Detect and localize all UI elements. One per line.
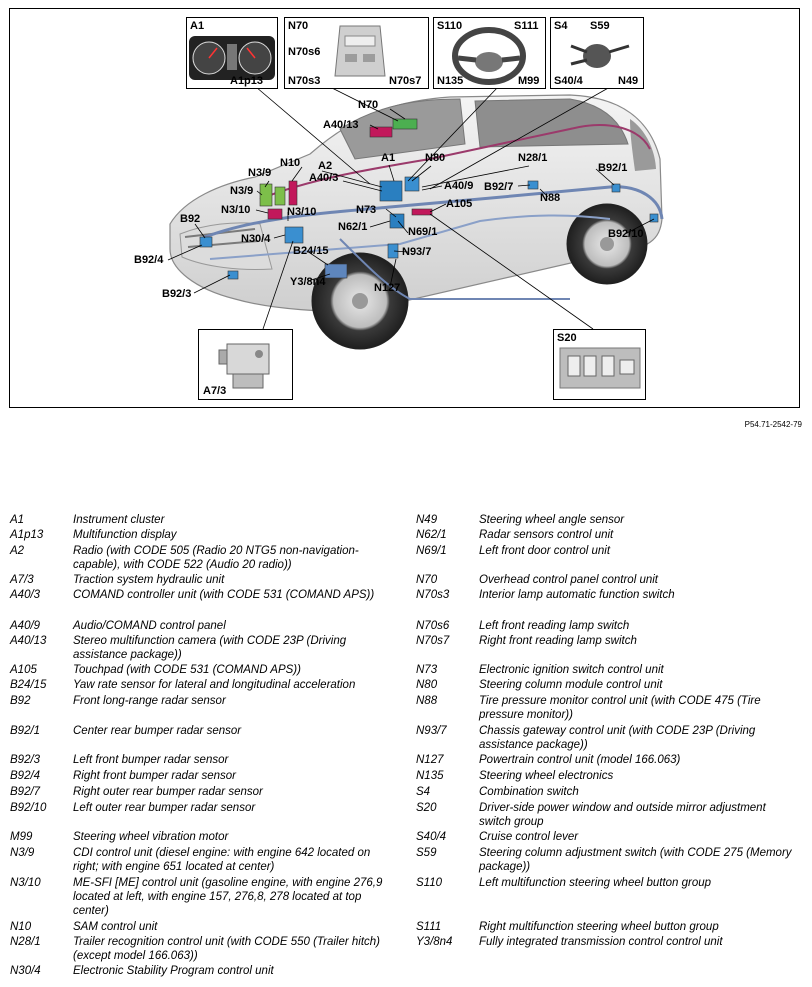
legend-code: N49 bbox=[416, 514, 438, 526]
legend-description: Tire pressure monitor control unit (with CODE 475 (Tire pressure monitor)) bbox=[479, 695, 761, 721]
legend-code: S59 bbox=[416, 847, 437, 859]
legend-code: B92/4 bbox=[10, 770, 41, 782]
legend-description: Electronic Stability Program control unit bbox=[73, 965, 274, 977]
inset-steering-column bbox=[550, 17, 644, 89]
callout-label: B92/3 bbox=[162, 288, 192, 300]
inset-instrument-cluster bbox=[186, 17, 278, 89]
legend-code: N88 bbox=[416, 695, 438, 707]
callout-label: N88 bbox=[540, 192, 561, 204]
component-location-diagram bbox=[9, 8, 800, 408]
legend-description: Left front bumper radar sensor bbox=[73, 754, 229, 766]
legend-description: Center rear bumper radar sensor bbox=[73, 725, 242, 737]
callout-label: A40/9 bbox=[444, 180, 474, 192]
legend-description: Front long-range radar sensor bbox=[73, 695, 226, 707]
legend-code: A40/13 bbox=[10, 635, 47, 647]
inset-label: M99 bbox=[518, 75, 540, 87]
legend-description: Powertrain control unit (model 166.063) bbox=[479, 754, 681, 766]
legend-code: A40/9 bbox=[10, 620, 41, 632]
inset-label: A7/3 bbox=[203, 385, 227, 397]
callout-label: B24/15 bbox=[293, 245, 329, 257]
legend-code: N93/7 bbox=[416, 725, 447, 737]
callout-label: N3/9 bbox=[248, 167, 272, 179]
legend-code: N127 bbox=[416, 754, 444, 766]
callout-label: N10 bbox=[280, 157, 301, 169]
legend-description: Stereo multifunction camera (with CODE 23P (Driving assistance package)) bbox=[73, 635, 347, 661]
legend-description: Radio (with CODE 505 (Radio 20 NTG5 non-navigation-capable), with CODE 522 (Audio 20 radio)) bbox=[73, 545, 359, 571]
legend-code: N80 bbox=[416, 679, 438, 691]
legend-code: N3/9 bbox=[10, 847, 35, 859]
legend-description: Steering column adjustment switch (with CODE 275 (Memory package)) bbox=[479, 847, 792, 873]
inset-label: S20 bbox=[557, 332, 577, 344]
inset-label: N49 bbox=[618, 75, 639, 87]
legend-description: SAM control unit bbox=[73, 921, 158, 933]
legend-description: Cruise control lever bbox=[479, 831, 579, 843]
legend-description: CDI control unit (diesel engine: with engine 642 located on right; with engine 651 located at center) bbox=[73, 847, 371, 873]
legend-description: Left front reading lamp switch bbox=[479, 620, 630, 632]
legend-code: B92 bbox=[10, 695, 31, 707]
legend-code: B92/1 bbox=[10, 725, 41, 737]
inset-label: A1p13 bbox=[230, 75, 264, 87]
callout-label: A2 bbox=[318, 160, 333, 172]
legend-code: A2 bbox=[10, 545, 25, 557]
legend-code: N70s6 bbox=[416, 620, 450, 632]
legend-description: Trailer recognition control unit (with CODE 550 (Trailer hitch) (except model 166.063)) bbox=[73, 936, 380, 962]
legend-code: B92/7 bbox=[10, 786, 41, 798]
inset-label: N70s6 bbox=[288, 46, 321, 58]
inset-label: S4 bbox=[554, 20, 568, 32]
legend-code: A40/3 bbox=[10, 589, 41, 601]
legend-description: Touchpad (with CODE 531 (COMAND APS)) bbox=[73, 664, 301, 676]
legend-code: S40/4 bbox=[416, 831, 447, 843]
figure-reference: P54.71-2542-79 bbox=[744, 420, 802, 429]
inset-label: N135 bbox=[437, 75, 464, 87]
inset-label: A1 bbox=[190, 20, 205, 32]
legend-description: COMAND controller unit (with CODE 531 (COMAND APS)) bbox=[73, 589, 375, 601]
legend-description: Radar sensors control unit bbox=[479, 529, 614, 541]
legend-description: Interior lamp automatic function switch bbox=[479, 589, 675, 601]
inset-hydraulic-unit bbox=[198, 329, 293, 400]
callout-label: N30/4 bbox=[241, 233, 271, 245]
inset-label: S59 bbox=[590, 20, 610, 32]
legend-description: Right front bumper radar sensor bbox=[73, 770, 236, 782]
legend-description: Steering wheel angle sensor bbox=[479, 514, 625, 526]
callout-label: N93/7 bbox=[402, 246, 432, 258]
inset-label: N70 bbox=[288, 20, 309, 32]
legend-description: Driver-side power window and outside mirror adjustment switch group bbox=[479, 802, 766, 828]
legend-description: Chassis gateway control unit (with CODE 23P (Driving assistance package)) bbox=[479, 725, 756, 751]
callout-label: N73 bbox=[356, 204, 377, 216]
legend-code: S110 bbox=[416, 877, 443, 889]
legend-description: Overhead control panel control unit bbox=[479, 574, 658, 586]
inset-overhead-panel bbox=[284, 17, 429, 89]
legend-code: A1 bbox=[10, 514, 25, 526]
callout-label: B92/4 bbox=[134, 254, 164, 266]
callout-label: N127 bbox=[374, 282, 401, 294]
legend-code: N70 bbox=[416, 574, 438, 586]
legend-code: B92/10 bbox=[10, 802, 47, 814]
legend-code: A1p13 bbox=[10, 529, 44, 541]
legend-code: S111 bbox=[416, 921, 442, 933]
legend-description: Audio/COMAND control panel bbox=[73, 620, 226, 632]
callout-label: B92/10 bbox=[608, 228, 644, 240]
legend-description: Right outer rear bumper radar sensor bbox=[73, 786, 263, 798]
legend-code: Y3/8n4 bbox=[416, 936, 453, 948]
legend-description: Steering wheel electronics bbox=[479, 770, 614, 782]
callout-label: N69/1 bbox=[408, 226, 438, 238]
legend-description: Right multifunction steering wheel button group bbox=[479, 921, 719, 933]
legend-code: N73 bbox=[416, 664, 438, 676]
callout-label: B92/1 bbox=[598, 162, 628, 174]
legend-code: A105 bbox=[10, 664, 37, 676]
inset-label: N70s7 bbox=[389, 75, 422, 87]
inset-label: S40/4 bbox=[554, 75, 583, 87]
legend-code: S20 bbox=[416, 802, 437, 814]
legend-code: N69/1 bbox=[416, 545, 447, 557]
legend-code: N28/1 bbox=[10, 936, 41, 948]
legend-code: A7/3 bbox=[10, 574, 34, 586]
legend-code: N70s7 bbox=[416, 635, 450, 647]
callout-label: A40/3 bbox=[309, 172, 339, 184]
legend-code: N30/4 bbox=[10, 965, 41, 977]
legend-code: B24/15 bbox=[10, 679, 47, 691]
callout-label: N3/10 bbox=[287, 206, 317, 218]
legend-description: Instrument cluster bbox=[73, 514, 165, 526]
callout-label: A40/13 bbox=[323, 119, 359, 131]
callout-label: N3/10 bbox=[221, 204, 251, 216]
inset-window-switch bbox=[553, 329, 646, 400]
callout-label: Y3/8n4 bbox=[290, 276, 326, 288]
callout-label: A105 bbox=[446, 198, 473, 210]
legend-code: S4 bbox=[416, 786, 431, 798]
legend-code: N3/10 bbox=[10, 877, 41, 889]
legend-code: N62/1 bbox=[416, 529, 447, 541]
legend-description: Multifunction display bbox=[73, 529, 177, 541]
callout-label: N28/1 bbox=[518, 152, 548, 164]
legend-description: Fully integrated transmission control control unit bbox=[479, 936, 723, 948]
legend-description: Left front door control unit bbox=[479, 545, 611, 557]
callout-label: B92/7 bbox=[484, 181, 514, 193]
legend-code: N70s3 bbox=[416, 589, 450, 601]
callout-label: N62/1 bbox=[338, 221, 368, 233]
legend-description: Electronic ignition switch control unit bbox=[479, 664, 664, 676]
legend-description: Right front reading lamp switch bbox=[479, 635, 637, 647]
inset-label: S110 bbox=[437, 20, 463, 32]
inset-label: N70s3 bbox=[288, 75, 321, 87]
callout-label: N70 bbox=[358, 99, 379, 111]
legend-description: Combination switch bbox=[479, 786, 579, 798]
legend-description: Traction system hydraulic unit bbox=[73, 574, 225, 586]
callout-label: B92 bbox=[180, 213, 201, 225]
legend-description: Steering wheel vibration motor bbox=[73, 831, 229, 843]
callout-label: A1 bbox=[381, 152, 396, 164]
legend-description: Left multifunction steering wheel button group bbox=[479, 877, 712, 889]
legend-code: B92/3 bbox=[10, 754, 41, 766]
legend-code: N10 bbox=[10, 921, 32, 933]
callout-label: N80 bbox=[425, 152, 446, 164]
inset-steering-wheel bbox=[433, 17, 546, 89]
callout-label: N3/9 bbox=[230, 185, 254, 197]
legend-description: Steering column module control unit bbox=[479, 679, 663, 691]
legend-code: N135 bbox=[416, 770, 444, 782]
legend-code: M99 bbox=[10, 831, 33, 843]
legend-description: ME-SFI [ME] control unit (gasoline engine, with engine 276,9 located at left, with engine 157, 276,8, 278 located at top center) bbox=[73, 877, 383, 917]
legend-description: Left outer rear bumper radar sensor bbox=[73, 802, 256, 814]
legend-description: Yaw rate sensor for lateral and longitudinal acceleration bbox=[73, 679, 356, 691]
inset-label: S111 bbox=[514, 20, 539, 32]
